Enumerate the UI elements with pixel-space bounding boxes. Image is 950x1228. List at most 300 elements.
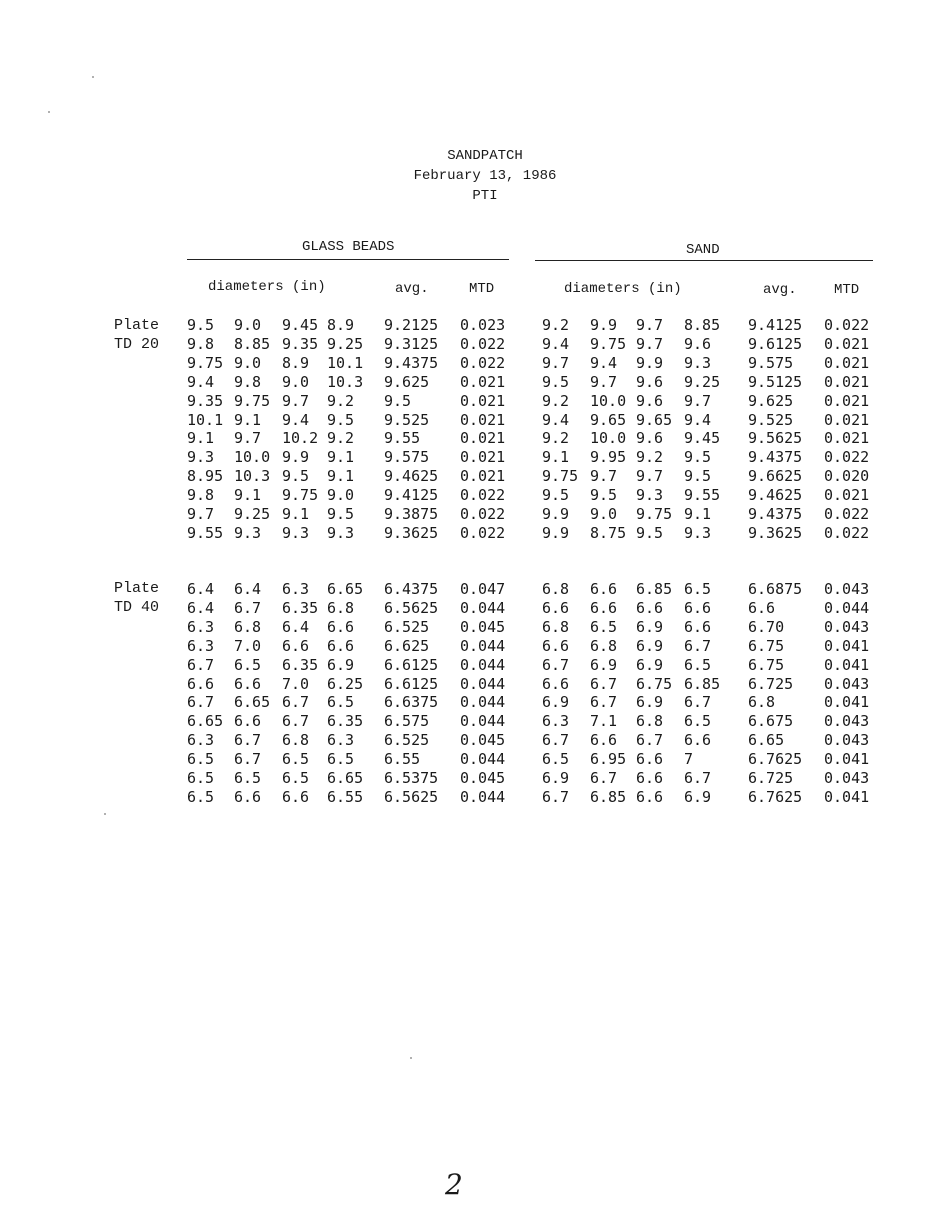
glass-avg-cell: 9.3125 xyxy=(384,334,439,353)
glass-diameter-cell: 6.7 xyxy=(234,598,262,617)
sand-diameter-cell: 6.5 xyxy=(684,580,712,598)
glass-diameter-cell: 6.5 xyxy=(187,787,215,806)
glass-diameter-cell: 9.4 xyxy=(282,410,310,429)
glass-diameter-cell: 6.6 xyxy=(282,636,310,655)
table-row xyxy=(0,505,950,524)
table-row xyxy=(0,731,950,750)
sand-diameter-cell: 9.4 xyxy=(542,410,570,429)
sand-avg-cell: 6.75 xyxy=(748,655,785,674)
scan-speck xyxy=(104,813,106,815)
sand-diameters-header: diameters (in) xyxy=(564,281,682,297)
glass-diameter-cell: 9.75 xyxy=(234,391,271,410)
glass-mtd-cell: 0.023 xyxy=(460,316,506,334)
group-header-glass-beads: GLASS BEADS xyxy=(302,239,395,255)
sand-diameter-cell: 9.0 xyxy=(590,505,618,523)
sand-mtd-cell: 0.021 xyxy=(824,334,870,353)
glass-diameter-cell: 6.35 xyxy=(282,598,319,617)
glass-diameter-cell: 9.75 xyxy=(282,486,319,505)
sand-diameter-cell: 6.6 xyxy=(684,598,712,617)
glass-diameter-cell: 10.1 xyxy=(187,410,224,429)
glass-diameter-cell: 9.45 xyxy=(282,316,319,334)
sand-diameter-cell: 9.2 xyxy=(542,316,570,334)
sand-diameter-cell: 6.6 xyxy=(684,617,712,636)
sand-diameter-cell: 9.9 xyxy=(590,316,618,334)
glass-diameter-cell: 6.6 xyxy=(327,617,355,636)
glass-mtd-cell: 0.044 xyxy=(460,636,506,655)
plate-td40-label: Plate TD 40 xyxy=(114,580,160,616)
glass-diameter-cell: 9.0 xyxy=(327,486,355,505)
sand-mtd-cell: 0.021 xyxy=(824,410,870,429)
sand-avg-cell: 6.6 xyxy=(748,598,776,617)
sand-mtd-cell: 0.022 xyxy=(824,505,870,523)
sand-diameter-cell: 9.5 xyxy=(684,448,712,467)
glass-diameter-cell: 9.25 xyxy=(234,505,271,523)
glass-diameter-cell: 6.5 xyxy=(234,655,262,674)
sand-diameter-cell: 9.9 xyxy=(636,353,664,372)
sand-diameter-cell: 9.45 xyxy=(684,429,721,448)
glass-diameter-cell: 6.5 xyxy=(327,693,355,712)
glass-diameter-cell: 10.3 xyxy=(327,372,364,391)
document-date: February 13, 1986 xyxy=(413,168,557,184)
document-header xyxy=(0,146,950,206)
glass-avg-cell: 9.525 xyxy=(384,410,430,429)
glass-diameters-header: diameters (in) xyxy=(208,279,326,295)
glass-diameter-cell: 6.65 xyxy=(327,580,364,598)
table-row xyxy=(0,618,950,637)
glass-diameter-cell: 6.7 xyxy=(234,750,262,769)
glass-diameter-cell: 9.25 xyxy=(327,334,364,353)
glass-diameter-cell: 6.3 xyxy=(187,731,215,750)
glass-diameter-cell: 9.5 xyxy=(327,505,355,523)
sand-diameter-cell: 9.65 xyxy=(636,410,673,429)
sand-diameter-cell: 9.2 xyxy=(636,448,664,467)
sand-avg-cell: 9.625 xyxy=(748,391,794,410)
sand-diameter-cell: 6.5 xyxy=(590,617,618,636)
page-number: 2 xyxy=(445,1168,463,1201)
sand-diameter-cell: 9.9 xyxy=(542,505,570,523)
sand-mtd-cell: 0.022 xyxy=(824,523,870,542)
table-row xyxy=(0,429,950,448)
sand-mtd-cell: 0.021 xyxy=(824,429,870,448)
glass-mtd-cell: 0.021 xyxy=(460,391,506,410)
glass-diameter-cell: 8.85 xyxy=(234,334,271,353)
glass-mtd-cell: 0.021 xyxy=(460,410,506,429)
glass-mtd-cell: 0.021 xyxy=(460,372,506,391)
sand-mtd-cell: 0.043 xyxy=(824,617,870,636)
table-row xyxy=(0,637,950,656)
glass-mtd-cell: 0.047 xyxy=(460,580,506,598)
sand-diameter-cell: 9.2 xyxy=(542,391,570,410)
sand-avg-cell: 9.4375 xyxy=(748,505,803,523)
sand-diameter-cell: 9.75 xyxy=(542,467,579,486)
sand-diameter-cell: 6.9 xyxy=(684,787,712,806)
glass-avg-cell: 6.6375 xyxy=(384,693,439,712)
glass-diameter-cell: 6.3 xyxy=(187,617,215,636)
sand-diameter-cell: 9.6 xyxy=(636,429,664,448)
sand-avg-cell: 9.525 xyxy=(748,410,794,429)
glass-diameter-cell: 9.35 xyxy=(282,334,319,353)
sand-diameter-cell: 6.85 xyxy=(636,580,673,598)
sand-diameter-cell: 9.55 xyxy=(684,486,721,505)
sand-diameter-cell: 6.85 xyxy=(590,787,627,806)
sand-diameter-cell: 6.6 xyxy=(542,598,570,617)
glass-avg-cell: 9.4125 xyxy=(384,486,439,505)
sand-diameter-cell: 8.85 xyxy=(684,316,721,334)
glass-diameter-cell: 8.9 xyxy=(327,316,355,334)
glass-mtd-cell: 0.022 xyxy=(460,334,506,353)
glass-diameter-cell: 6.4 xyxy=(187,598,215,617)
glass-mtd-cell: 0.022 xyxy=(460,505,506,523)
sand-diameter-cell: 8.75 xyxy=(590,523,627,542)
sand-diameter-cell: 9.7 xyxy=(636,467,664,486)
sand-diameter-cell: 9.1 xyxy=(542,448,570,467)
glass-diameter-cell: 6.9 xyxy=(327,655,355,674)
glass-diameter-cell: 9.8 xyxy=(187,334,215,353)
sand-diameter-cell: 6.9 xyxy=(542,769,570,787)
table-row xyxy=(0,354,950,373)
sand-avg-cell: 9.3625 xyxy=(748,523,803,542)
sand-diameter-cell: 10.0 xyxy=(590,429,627,448)
glass-diameter-cell: 6.7 xyxy=(234,731,262,750)
sand-avg-cell: 9.6625 xyxy=(748,467,803,486)
sand-diameter-cell: 6.8 xyxy=(542,617,570,636)
sand-diameter-cell: 6.9 xyxy=(590,655,618,674)
glass-diameter-cell: 6.65 xyxy=(187,712,224,731)
sand-diameter-cell: 9.6 xyxy=(636,391,664,410)
glass-avg-cell: 9.4375 xyxy=(384,353,439,372)
glass-diameter-cell: 9.7 xyxy=(187,505,215,523)
sand-diameter-cell: 9.25 xyxy=(684,372,721,391)
sand-avg-cell: 9.4375 xyxy=(748,448,803,467)
glass-diameter-cell: 9.3 xyxy=(327,523,355,542)
sand-diameter-cell: 7 xyxy=(684,750,694,769)
sand-diameter-cell: 6.6 xyxy=(684,731,712,750)
glass-mtd-cell: 0.045 xyxy=(460,769,506,787)
glass-diameter-cell: 9.5 xyxy=(187,316,215,334)
sand-mtd-cell: 0.044 xyxy=(824,598,870,617)
glass-avg-cell: 6.5375 xyxy=(384,769,439,787)
glass-mtd-cell: 0.022 xyxy=(460,523,506,542)
glass-diameter-cell: 6.55 xyxy=(327,787,364,806)
glass-avg-cell: 9.5 xyxy=(384,391,412,410)
glass-diameter-cell: 10.0 xyxy=(234,448,271,467)
sand-avg-cell: 9.5625 xyxy=(748,429,803,448)
table-row xyxy=(0,693,950,712)
glass-diameter-cell: 6.7 xyxy=(187,655,215,674)
table-row xyxy=(0,788,950,807)
sand-diameter-cell: 6.6 xyxy=(542,636,570,655)
sand-diameter-cell: 6.9 xyxy=(636,693,664,712)
sand-diameter-cell: 6.75 xyxy=(636,674,673,693)
sand-avg-cell: 9.4625 xyxy=(748,486,803,505)
scan-speck xyxy=(92,76,94,78)
glass-diameter-cell: 6.7 xyxy=(282,712,310,731)
sand-diameter-cell: 6.8 xyxy=(542,580,570,598)
glass-mtd-cell: 0.044 xyxy=(460,750,506,769)
sand-diameter-cell: 6.9 xyxy=(542,693,570,712)
sand-diameter-cell: 9.3 xyxy=(684,523,712,542)
glass-diameter-cell: 6.4 xyxy=(282,617,310,636)
sand-diameter-cell: 9.3 xyxy=(636,486,664,505)
glass-avg-cell: 6.4375 xyxy=(384,580,439,598)
glass-diameter-cell: 9.0 xyxy=(234,353,262,372)
glass-avg-cell: 9.55 xyxy=(384,429,421,448)
glass-diameter-cell: 6.6 xyxy=(187,674,215,693)
sand-diameter-cell: 9.7 xyxy=(590,467,618,486)
sand-mtd-cell: 0.043 xyxy=(824,580,870,598)
sand-diameter-cell: 9.75 xyxy=(590,334,627,353)
sand-avg-cell: 9.575 xyxy=(748,353,794,372)
sand-avg-header: avg. xyxy=(763,282,797,298)
scan-speck xyxy=(48,111,50,113)
glass-mtd-cell: 0.044 xyxy=(460,787,506,806)
glass-diameter-cell: 6.6 xyxy=(282,787,310,806)
glass-diameter-cell: 7.0 xyxy=(234,636,262,655)
sand-mtd-cell: 0.021 xyxy=(824,353,870,372)
glass-diameter-cell: 6.3 xyxy=(327,731,355,750)
sand-diameter-cell: 6.6 xyxy=(542,674,570,693)
glass-diameter-cell: 6.6 xyxy=(327,636,355,655)
sand-mtd-cell: 0.043 xyxy=(824,769,870,787)
table-row xyxy=(0,316,950,335)
sand-diameter-cell: 9.7 xyxy=(636,334,664,353)
glass-avg-cell: 9.575 xyxy=(384,448,430,467)
table-row xyxy=(0,656,950,675)
glass-diameter-cell: 9.75 xyxy=(187,353,224,372)
sand-avg-cell: 6.75 xyxy=(748,636,785,655)
glass-diameter-cell: 6.5 xyxy=(187,750,215,769)
glass-diameter-cell: 6.65 xyxy=(234,693,271,712)
sand-diameter-cell: 6.6 xyxy=(636,769,664,787)
glass-diameter-cell: 6.8 xyxy=(282,731,310,750)
glass-avg-cell: 9.625 xyxy=(384,372,430,391)
sand-mtd-cell: 0.041 xyxy=(824,750,870,769)
glass-avg-cell: 6.625 xyxy=(384,636,430,655)
glass-mtd-cell: 0.045 xyxy=(460,617,506,636)
glass-diameter-cell: 6.3 xyxy=(282,580,310,598)
sand-diameter-cell: 9.7 xyxy=(542,353,570,372)
glass-diameter-cell: 9.1 xyxy=(234,486,262,505)
glass-avg-cell: 6.525 xyxy=(384,731,430,750)
glass-mtd-cell: 0.044 xyxy=(460,712,506,731)
glass-diameter-cell: 9.5 xyxy=(282,467,310,486)
glass-diameter-cell: 9.7 xyxy=(282,391,310,410)
sand-diameter-cell: 6.3 xyxy=(542,712,570,731)
sand-diameter-cell: 9.4 xyxy=(590,353,618,372)
sand-diameter-cell: 6.7 xyxy=(684,636,712,655)
glass-diameter-cell: 10.1 xyxy=(327,353,364,372)
glass-avg-cell: 9.2125 xyxy=(384,316,439,334)
glass-diameter-cell: 9.3 xyxy=(234,523,262,542)
sand-diameter-cell: 6.7 xyxy=(590,674,618,693)
sand-diameter-cell: 6.7 xyxy=(542,655,570,674)
sand-diameter-cell: 6.5 xyxy=(684,655,712,674)
sand-mtd-cell: 0.021 xyxy=(824,391,870,410)
sand-avg-cell: 6.65 xyxy=(748,731,785,750)
glass-diameter-cell: 9.8 xyxy=(187,486,215,505)
table-row xyxy=(0,448,950,467)
sand-avg-cell: 9.6125 xyxy=(748,334,803,353)
glass-mtd-cell: 0.022 xyxy=(460,353,506,372)
glass-diameter-cell: 9.3 xyxy=(187,448,215,467)
glass-diameter-cell: 9.2 xyxy=(327,429,355,448)
glass-avg-cell: 6.575 xyxy=(384,712,430,731)
sand-avg-cell: 6.725 xyxy=(748,769,794,787)
sand-diameter-cell: 6.85 xyxy=(684,674,721,693)
glass-diameter-cell: 9.1 xyxy=(234,410,262,429)
sand-diameter-cell: 9.5 xyxy=(636,523,664,542)
glass-avg-cell: 9.4625 xyxy=(384,467,439,486)
sand-diameter-cell: 9.7 xyxy=(684,391,712,410)
glass-diameter-cell: 9.5 xyxy=(327,410,355,429)
glass-diameter-cell: 6.7 xyxy=(187,693,215,712)
sand-mtd-header: MTD xyxy=(834,282,860,298)
sand-mtd-cell: 0.041 xyxy=(824,787,870,806)
sand-mtd-cell: 0.022 xyxy=(824,448,870,467)
sand-mtd-cell: 0.043 xyxy=(824,712,870,731)
glass-diameter-cell: 9.1 xyxy=(282,505,310,523)
glass-mtd-cell: 0.044 xyxy=(460,693,506,712)
sand-diameter-cell: 6.95 xyxy=(590,750,627,769)
glass-diameter-cell: 9.3 xyxy=(282,523,310,542)
glass-diameter-cell: 6.35 xyxy=(327,712,364,731)
sand-mtd-cell: 0.021 xyxy=(824,486,870,505)
sand-diameter-cell: 9.3 xyxy=(684,353,712,372)
glass-diameter-cell: 6.5 xyxy=(282,750,310,769)
glass-avg-cell: 6.6125 xyxy=(384,674,439,693)
glass-diameter-cell: 9.4 xyxy=(187,372,215,391)
sand-avg-cell: 9.5125 xyxy=(748,372,803,391)
table-row xyxy=(0,524,950,543)
glass-diameter-cell: 9.1 xyxy=(327,448,355,467)
table-row xyxy=(0,599,950,618)
plate-td20-label: Plate TD 20 xyxy=(114,317,160,353)
sand-avg-cell: 9.4125 xyxy=(748,316,803,334)
glass-avg-cell: 6.6125 xyxy=(384,655,439,674)
sand-diameter-cell: 9.7 xyxy=(636,316,664,334)
glass-diameter-cell: 6.8 xyxy=(327,598,355,617)
glass-avg-cell: 6.55 xyxy=(384,750,421,769)
glass-avg-cell: 9.3875 xyxy=(384,505,439,523)
group-header-sand: SAND xyxy=(686,242,720,258)
glass-diameter-cell: 9.0 xyxy=(234,316,262,334)
sand-avg-cell: 6.7625 xyxy=(748,750,803,769)
glass-diameter-cell: 6.8 xyxy=(234,617,262,636)
table-row xyxy=(0,335,950,354)
sand-diameter-cell: 6.7 xyxy=(590,693,618,712)
glass-diameter-cell: 9.7 xyxy=(234,429,262,448)
sand-diameter-cell: 6.9 xyxy=(636,617,664,636)
table-row xyxy=(0,373,950,392)
sand-diameter-cell: 9.65 xyxy=(590,410,627,429)
glass-diameter-cell: 6.4 xyxy=(234,580,262,598)
glass-mtd-cell: 0.045 xyxy=(460,731,506,750)
sand-diameter-cell: 9.6 xyxy=(684,334,712,353)
sand-diameter-cell: 9.6 xyxy=(636,372,664,391)
table-row xyxy=(0,712,950,731)
sand-diameter-cell: 10.0 xyxy=(590,391,627,410)
glass-mtd-cell: 0.021 xyxy=(460,467,506,486)
glass-diameter-cell: 9.1 xyxy=(327,467,355,486)
sand-diameter-cell: 6.8 xyxy=(590,636,618,655)
glass-avg-cell: 9.3625 xyxy=(384,523,439,542)
sand-diameter-cell: 6.9 xyxy=(636,655,664,674)
glass-avg-cell: 6.5625 xyxy=(384,598,439,617)
sand-diameter-cell: 6.8 xyxy=(636,712,664,731)
sand-diameter-cell: 9.5 xyxy=(542,486,570,505)
sand-diameter-cell: 9.7 xyxy=(590,372,618,391)
glass-diameter-cell: 6.4 xyxy=(187,580,215,598)
glass-mtd-cell: 0.021 xyxy=(460,429,506,448)
glass-diameter-cell: 8.9 xyxy=(282,353,310,372)
table-row xyxy=(0,675,950,694)
glass-diameter-cell: 8.95 xyxy=(187,467,224,486)
sand-mtd-cell: 0.041 xyxy=(824,693,870,712)
sand-diameter-cell: 6.6 xyxy=(590,731,618,750)
glass-diameter-cell: 9.8 xyxy=(234,372,262,391)
sand-avg-cell: 6.675 xyxy=(748,712,794,731)
glass-diameter-cell: 6.65 xyxy=(327,769,364,787)
document-title: SANDPATCH xyxy=(447,148,523,164)
glass-diameter-cell: 9.35 xyxy=(187,391,224,410)
sand-diameter-cell: 6.6 xyxy=(636,750,664,769)
glass-diameter-cell: 6.6 xyxy=(234,674,262,693)
sand-diameter-cell: 6.7 xyxy=(542,787,570,806)
sand-diameter-cell: 6.6 xyxy=(636,787,664,806)
glass-mtd-cell: 0.044 xyxy=(460,674,506,693)
glass-avg-header: avg. xyxy=(395,281,429,297)
table-row xyxy=(0,486,950,505)
sand-mtd-cell: 0.022 xyxy=(824,316,870,334)
sand-diameter-cell: 6.7 xyxy=(684,769,712,787)
table-row xyxy=(0,392,950,411)
sand-diameter-cell: 6.5 xyxy=(542,750,570,769)
sand-diameter-cell: 6.5 xyxy=(684,712,712,731)
sand-diameter-cell: 6.6 xyxy=(590,580,618,598)
sand-mtd-cell: 0.043 xyxy=(824,731,870,750)
glass-diameter-cell: 10.3 xyxy=(234,467,271,486)
glass-diameter-cell: 9.0 xyxy=(282,372,310,391)
sand-diameter-cell: 9.5 xyxy=(590,486,618,505)
glass-avg-cell: 6.5625 xyxy=(384,787,439,806)
glass-diameter-cell: 9.1 xyxy=(187,429,215,448)
glass-diameter-cell: 6.3 xyxy=(187,636,215,655)
sand-avg-cell: 6.8 xyxy=(748,693,776,712)
table-row xyxy=(0,580,950,599)
sand-diameter-cell: 6.6 xyxy=(590,598,618,617)
sand-avg-cell: 6.7625 xyxy=(748,787,803,806)
table-row xyxy=(0,769,950,788)
glass-mtd-cell: 0.022 xyxy=(460,486,506,505)
glass-diameter-cell: 6.6 xyxy=(234,712,262,731)
sand-diameter-cell: 9.9 xyxy=(542,523,570,542)
glass-beads-rule xyxy=(187,259,509,260)
sand-diameter-cell: 9.4 xyxy=(542,334,570,353)
glass-diameter-cell: 9.2 xyxy=(327,391,355,410)
sand-mtd-cell: 0.041 xyxy=(824,636,870,655)
sand-avg-cell: 6.725 xyxy=(748,674,794,693)
sand-mtd-cell: 0.041 xyxy=(824,655,870,674)
sand-diameter-cell: 6.7 xyxy=(590,769,618,787)
glass-diameter-cell: 6.5 xyxy=(327,750,355,769)
sand-diameter-cell: 7.1 xyxy=(590,712,618,731)
sand-diameter-cell: 9.5 xyxy=(542,372,570,391)
sand-diameter-cell: 6.7 xyxy=(542,731,570,750)
sand-diameter-cell: 9.1 xyxy=(684,505,712,523)
glass-diameter-cell: 10.2 xyxy=(282,429,319,448)
glass-diameter-cell: 6.5 xyxy=(234,769,262,787)
glass-diameter-cell: 6.35 xyxy=(282,655,319,674)
